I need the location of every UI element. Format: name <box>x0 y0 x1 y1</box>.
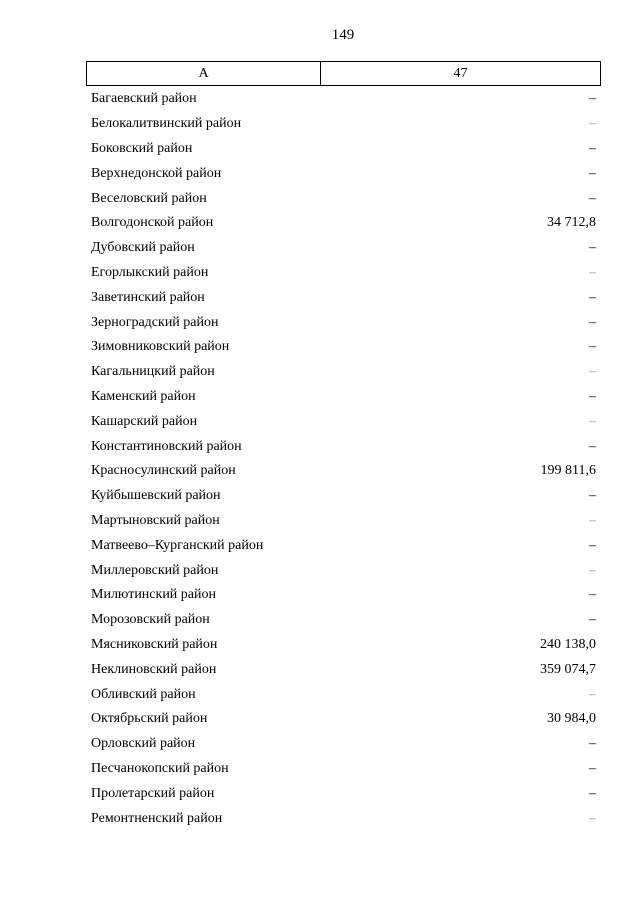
district-name: Багаевский район <box>91 91 197 107</box>
table-row <box>91 137 596 162</box>
table-row <box>91 757 596 782</box>
district-name: Мясниковский район <box>91 636 218 652</box>
district-value: – <box>589 165 596 181</box>
district-value: – <box>589 760 596 776</box>
table-row <box>91 583 596 608</box>
district-value: – <box>589 562 596 578</box>
table-row <box>91 806 596 831</box>
table-row <box>91 657 596 682</box>
table-row <box>91 211 596 236</box>
table-body <box>91 87 596 831</box>
table-row <box>91 261 596 286</box>
table-row <box>91 409 596 434</box>
district-name: Миллеровский район <box>91 562 219 578</box>
district-name: Мартыновский район <box>91 512 220 528</box>
district-value: – <box>589 587 596 603</box>
table-row <box>91 732 596 757</box>
table-row <box>91 633 596 658</box>
district-name: Обливский район <box>91 686 196 702</box>
table-row <box>91 434 596 459</box>
district-name: Матвеево–Курганский район <box>91 537 264 553</box>
district-name: Егорлыкский район <box>91 264 209 280</box>
district-value: – <box>589 264 596 280</box>
district-value: – <box>589 537 596 553</box>
district-name: Константиновский район <box>91 438 242 454</box>
district-value: – <box>589 116 596 132</box>
district-name: Белокалитвинский район <box>91 116 242 132</box>
table-row <box>91 558 596 583</box>
table-row <box>91 310 596 335</box>
district-name: Морозовский район <box>91 612 210 628</box>
district-name: Кагальницкий район <box>91 364 215 380</box>
district-value: – <box>589 190 596 206</box>
district-value: 240 138,0 <box>540 636 596 652</box>
district-name: Заветинский район <box>91 289 205 305</box>
district-name: Красносулинский район <box>91 463 236 479</box>
district-value: – <box>589 413 596 429</box>
table-row <box>91 385 596 410</box>
district-name: Неклиновский район <box>91 661 217 677</box>
table-row <box>91 161 596 186</box>
district-value: 199 811,6 <box>540 463 596 479</box>
district-value: – <box>589 289 596 305</box>
district-value: – <box>589 612 596 628</box>
district-name: Зерноградский район <box>91 314 219 330</box>
district-value: – <box>589 140 596 156</box>
table-row <box>91 285 596 310</box>
district-name: Волгодонской район <box>91 215 214 231</box>
table-header <box>86 61 601 86</box>
table-row <box>91 360 596 385</box>
table-row <box>91 533 596 558</box>
table-row <box>91 707 596 732</box>
table-row <box>91 459 596 484</box>
column-header-a: А <box>87 62 321 85</box>
district-value: – <box>589 240 596 256</box>
table-row <box>91 335 596 360</box>
table-row <box>91 236 596 261</box>
district-value: – <box>589 364 596 380</box>
district-name: Песчанокопский район <box>91 760 229 776</box>
district-value: – <box>589 686 596 702</box>
district-name: Кашарский район <box>91 413 198 429</box>
column-header-47: 47 <box>453 65 468 81</box>
table-row <box>91 87 596 112</box>
district-name: Каменский район <box>91 388 196 404</box>
district-value: – <box>589 438 596 454</box>
table-row <box>91 608 596 633</box>
district-name: Пролетарский район <box>91 785 215 801</box>
district-value: – <box>589 785 596 801</box>
table-row <box>91 781 596 806</box>
district-name: Дубовский район <box>91 240 195 256</box>
district-value: 359 074,7 <box>540 661 596 677</box>
district-value: – <box>589 736 596 752</box>
district-value: – <box>589 488 596 504</box>
table-row <box>91 186 596 211</box>
district-value: – <box>589 91 596 107</box>
district-name: Веселовский район <box>91 190 207 206</box>
district-value: – <box>589 314 596 330</box>
table-row <box>91 112 596 137</box>
district-name: Ремонтненский район <box>91 810 223 826</box>
district-value: – <box>589 388 596 404</box>
district-value: – <box>589 512 596 528</box>
table-row <box>91 682 596 707</box>
district-name: Боковский район <box>91 140 193 156</box>
district-name: Орловский район <box>91 736 196 752</box>
district-name: Октябрьский район <box>91 711 208 727</box>
district-value: 30 984,0 <box>547 711 596 727</box>
district-value: 34 712,8 <box>547 215 596 231</box>
page-number: 149 <box>331 27 355 43</box>
district-name: Куйбышевский район <box>91 488 221 504</box>
district-name: Верхнедонской район <box>91 165 222 181</box>
district-name: Милютинский район <box>91 587 217 603</box>
district-value: – <box>589 339 596 355</box>
district-name: Зимовниковский район <box>91 339 230 355</box>
table-row <box>91 484 596 509</box>
table-row <box>91 509 596 534</box>
district-value: – <box>589 810 596 826</box>
